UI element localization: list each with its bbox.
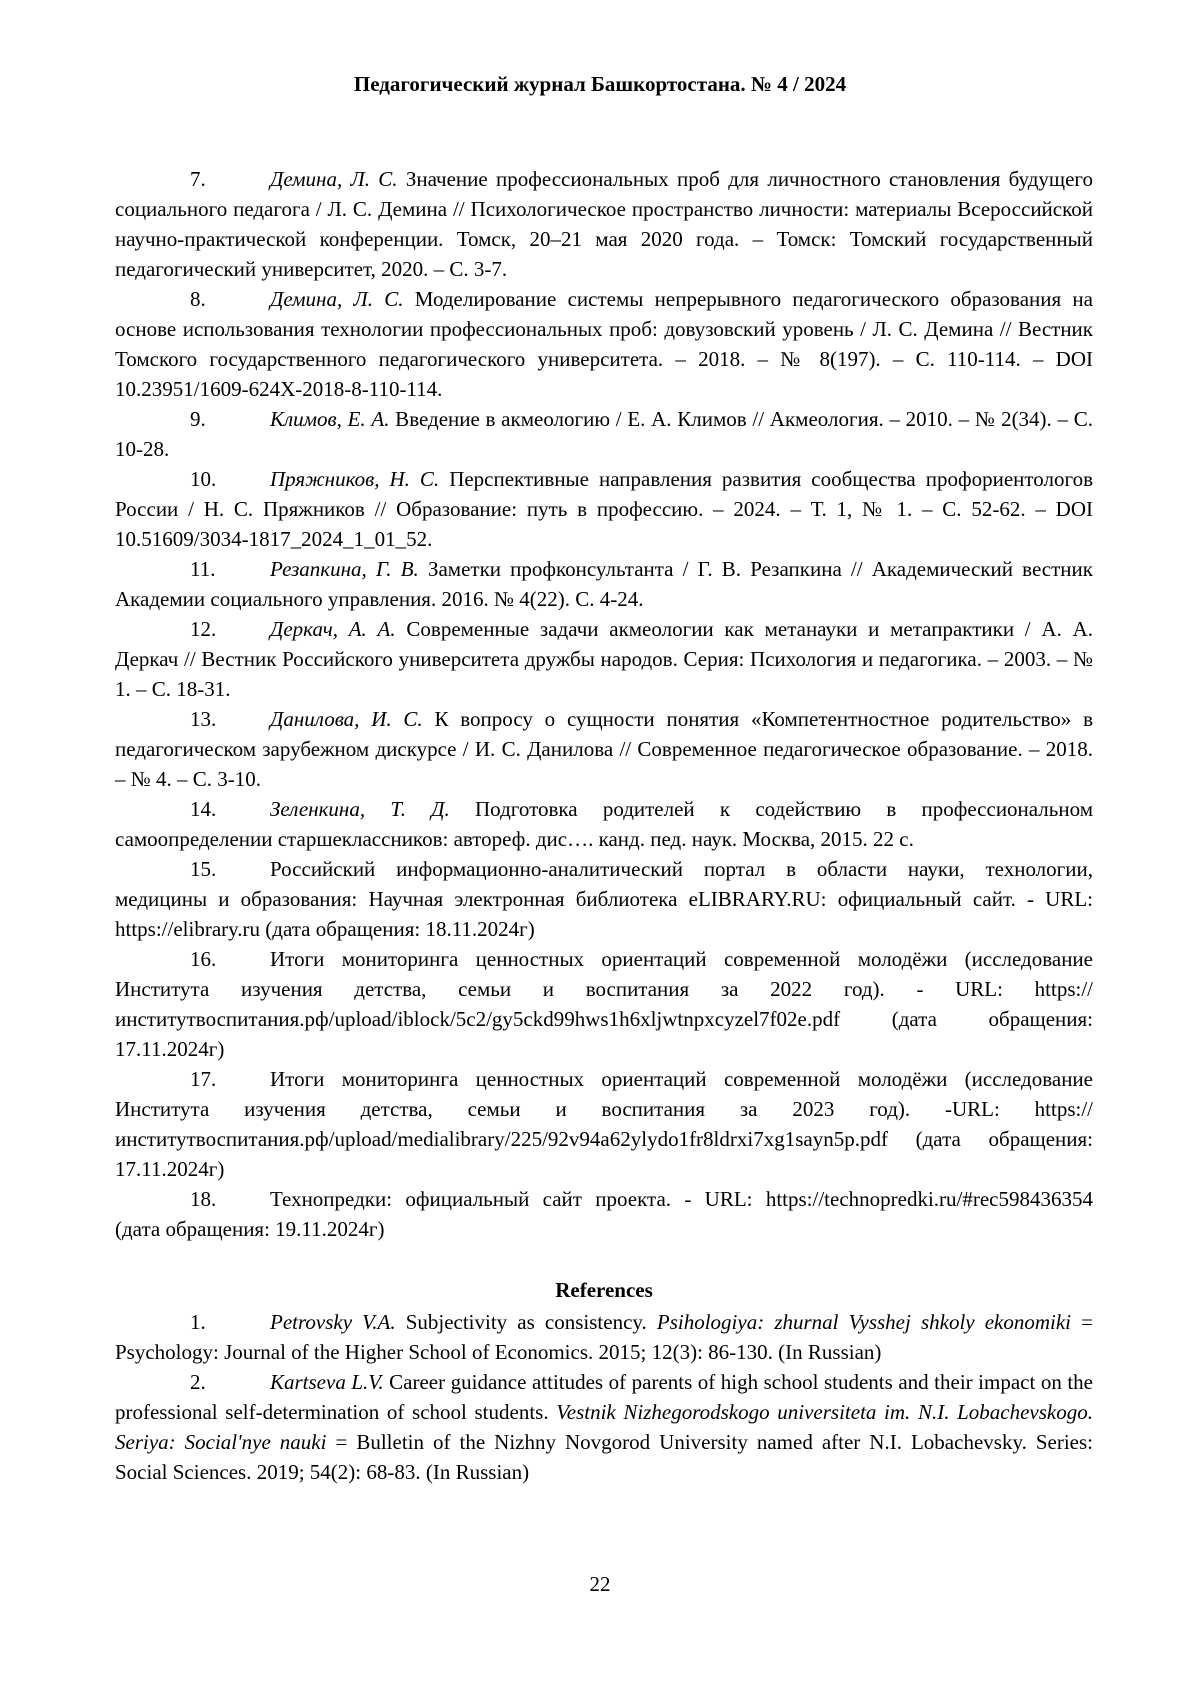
entry-author: Резапкина, Г. В. bbox=[270, 557, 419, 581]
entry-text: Значение профессиональных проб для личностного становления будущего социального педагога / Л. С. Демина // Психологическое пространство личности: материалы Всероссийской научно-практической конференции. Томск, 20–21 мая 2020 года. – Томск: Томский государственный педагогический университет, 2020. – С. 3-7. bbox=[115, 167, 1093, 281]
entry-number: 8. bbox=[115, 284, 270, 314]
bibliography-entry bbox=[115, 854, 1093, 944]
bibliography-entry bbox=[115, 944, 1093, 1064]
reference-entry bbox=[115, 1307, 1093, 1367]
bibliography-entry bbox=[115, 404, 1093, 464]
entry-author: Petrovsky V.A. bbox=[270, 1310, 396, 1334]
entry-text: Подготовка родителей к содействию в профессиональном самоопределении старшеклассников: автореф. дис…. канд. пед. наук. Москва, 2015. 22 с. bbox=[115, 797, 1093, 851]
entry-number: 1. bbox=[115, 1307, 270, 1337]
page-number: 22 bbox=[0, 1572, 1200, 1597]
entry-text: Технопредки: официальный сайт проекта. - URL: https://technopredki.ru/#rec598436354 (дата обращения: 19.11.2024г) bbox=[115, 1187, 1093, 1241]
entry-text: Subjectivity as consistency. bbox=[396, 1310, 657, 1334]
entry-author: Климов, Е. А. bbox=[270, 407, 389, 431]
entry-number: 16. bbox=[115, 944, 270, 974]
entry-text-tail: = Bulletin of the Nizhny Novgorod University named after N.I. Lobachevsky. Series: Social Sciences. 2019; 54(2): 68-83. (In Russian) bbox=[115, 1430, 1093, 1484]
journal-header: Педагогический журнал Башкортостана. № 4 / 2024 bbox=[0, 72, 1200, 97]
entry-number: 13. bbox=[115, 704, 270, 734]
entry-number: 15. bbox=[115, 854, 270, 884]
entry-text: Заметки профконсультанта / Г. В. Резапкина // Академический вестник Академии социального управления. 2016. № 4(22). С. 4-24. bbox=[115, 557, 1093, 611]
entry-author: Данилова, И. С. bbox=[270, 707, 423, 731]
entry-text: Современные задачи акмеологии как метанауки и метапрактики / А. А. Деркач // Вестник Российского университета дружбы народов. Серия: Психология и педагогика. – 2003. – № 1. – С. 18-31. bbox=[115, 617, 1093, 701]
entry-number: 11. bbox=[115, 554, 270, 584]
entry-text: Введение в акмеологию / Е. А. Климов // Акмеология. – 2010. – № 2(34). – С. 10-28. bbox=[115, 407, 1093, 461]
entry-number: 14. bbox=[115, 794, 270, 824]
bibliography-entry bbox=[115, 464, 1093, 554]
bibliography-entry bbox=[115, 794, 1093, 854]
entry-number: 17. bbox=[115, 1064, 270, 1094]
entry-author: Пряжников, Н. С. bbox=[270, 467, 439, 491]
bibliography-entry bbox=[115, 284, 1093, 404]
entry-author: Kartseva L.V. bbox=[270, 1370, 384, 1394]
entry-number: 10. bbox=[115, 464, 270, 494]
bibliography-entry bbox=[115, 554, 1093, 614]
entry-number: 18. bbox=[115, 1184, 270, 1214]
entry-number: 12. bbox=[115, 614, 270, 644]
entry-text: Career guidance attitudes of parents of high school students and their impact on the professional self-determination of school students. bbox=[115, 1370, 1093, 1424]
entry-text-tail: = Psychology: Journal of the Higher School of Economics. 2015; 12(3): 86-130. (In Russian) bbox=[115, 1310, 1093, 1364]
entry-number: 9. bbox=[115, 404, 270, 434]
entry-text: К вопросу о сущности понятия «Компетентностное родительство» в педагогическом зарубежном дискурсе / И. С. Данилова // Современное педагогическое образование. – 2018. – № 4. – С. 3-10. bbox=[115, 707, 1093, 791]
entry-journal: Psihologiya: zhurnal Vysshej shkoly ekonomiki bbox=[657, 1310, 1071, 1334]
bibliography-entry bbox=[115, 614, 1093, 704]
bibliography-entry bbox=[115, 1184, 1093, 1244]
entry-number: 2. bbox=[115, 1367, 270, 1397]
bibliography-entry bbox=[115, 704, 1093, 794]
entry-text: Моделирование системы непрерывного педагогического образования на основе использования технологии профессиональных проб: довузовский уровень / Л. С. Демина // Вестник Томского государственного педагогического университета. – 2018. – № 8(197). – С. 110-114. – DOI 10.23951/1609-624X-2018-8-110-114. bbox=[115, 287, 1093, 401]
references-list bbox=[115, 1307, 1093, 1487]
entry-author: Демина, Л. С. bbox=[270, 287, 404, 311]
entry-journal: Vestnik Nizhegorodskogo universiteta im. N.I. Lobachevskogo. Seriya: Social'nye nauki bbox=[115, 1400, 1093, 1454]
entry-text: Итоги мониторинга ценностных ориентаций современной молодёжи (исследование Института изучения детства, семьи и воспитания за 2022 год). - URL: https://институтвоспитания.рф/upload/iblock/5c2/gy5ckd99hws1h6xljwtnpxcyzel7f02e.pdf (дата обращения: 17.11.2024г) bbox=[115, 947, 1093, 1061]
page-content bbox=[115, 164, 1093, 1487]
bibliography-list bbox=[115, 164, 1093, 1244]
entry-number: 7. bbox=[115, 164, 270, 194]
reference-entry bbox=[115, 1367, 1093, 1487]
bibliography-entry bbox=[115, 164, 1093, 284]
entry-text: Российский информационно-аналитический портал в области науки, технологии, медицины и образования: Научная электронная библиотека eLIBRARY.RU: официальный сайт. - URL: https://elibrary.ru (дата обращения: 18.11.2024г) bbox=[115, 857, 1093, 941]
entry-text: Итоги мониторинга ценностных ориентаций современной молодёжи (исследование Института изучения детства, семьи и воспитания за 2023 год). -URL: https://институтвоспитания.рф/upload/medialibrary/225/92v94a62ylydo1fr8ldrxi7xg1sayn5p.pdf (дата обращения: 17.11.2024г) bbox=[115, 1067, 1093, 1181]
references-heading: References bbox=[115, 1275, 1093, 1305]
entry-author: Демина, Л. С. bbox=[270, 167, 398, 191]
entry-author: Зеленкина, Т. Д. bbox=[270, 797, 450, 821]
entry-author: Деркач, А. А. bbox=[270, 617, 396, 641]
entry-text: Перспективные направления развития сообщества профориентологов России / Н. С. Пряжников // Образование: путь в профессию. – 2024. – Т. 1, № 1. – С. 52-62. – DOI 10.51609/3034-1817_2024_1_01_52. bbox=[115, 467, 1093, 551]
bibliography-entry bbox=[115, 1064, 1093, 1184]
